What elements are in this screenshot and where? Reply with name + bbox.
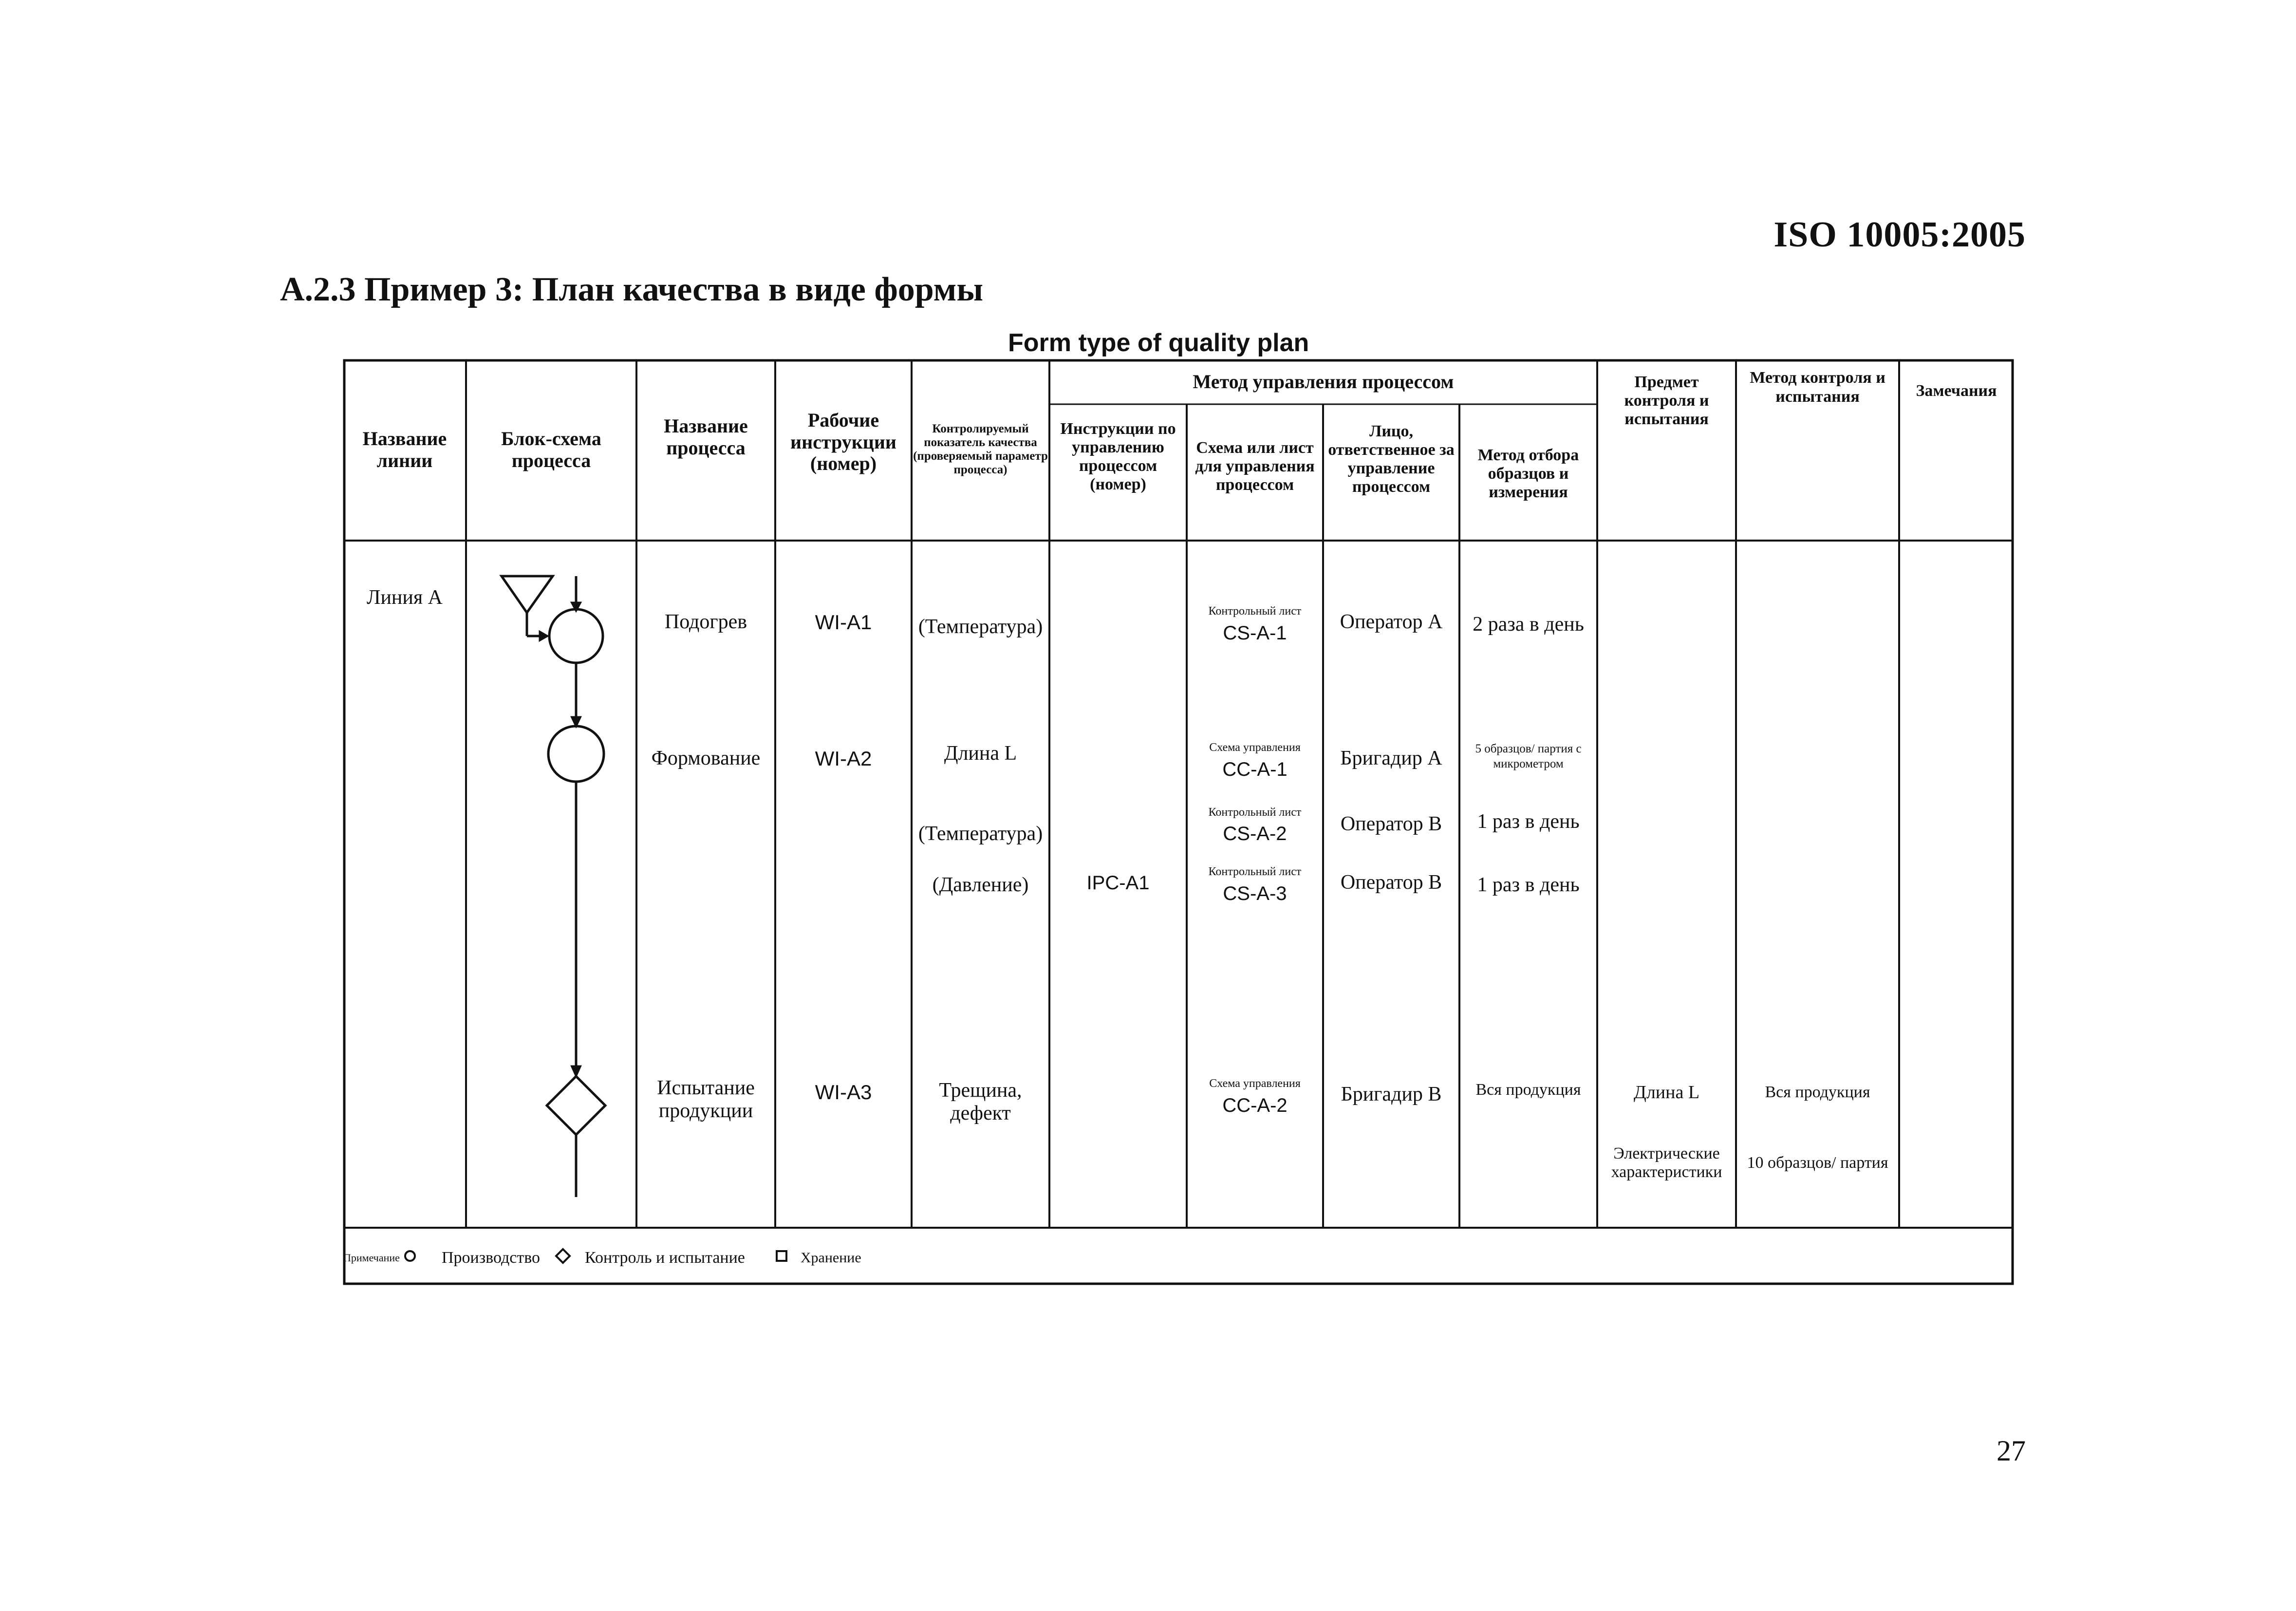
col-header-remarks: Замечания: [1916, 381, 1997, 400]
row1-person: Оператор A: [1340, 611, 1443, 634]
row3-sampling: 1 раз в день: [1477, 810, 1580, 833]
row2-param: Длина L: [944, 742, 1017, 765]
production-circle-icon-1: [549, 609, 603, 663]
line-name: Линия А: [366, 586, 443, 609]
row1-process: Подогрев: [664, 611, 747, 634]
col-header-process: Название процесса: [664, 415, 748, 459]
col-header-chart: Схема или лист для управления процессом: [1195, 438, 1315, 494]
row5-chart-label: Схема управления: [1209, 1077, 1301, 1090]
row4-chart-code: CS-A-3: [1223, 883, 1287, 905]
row2-process: Формование: [651, 747, 761, 770]
subject-item-2: Электрические характеристики: [1611, 1144, 1722, 1181]
col-header-wi: Рабочие инструкции (номер): [790, 409, 896, 475]
row1-chart-code: CS-A-1: [1223, 622, 1287, 644]
row5-sampling: Вся продукция: [1475, 1080, 1581, 1099]
ipc-value: IPC-A1: [1086, 872, 1150, 894]
standard-number: ISO 10005:2005: [1773, 215, 2026, 255]
row1-param: (Температура): [918, 616, 1043, 638]
row4-param: (Давление): [932, 874, 1029, 897]
row3-person: Оператор B: [1340, 813, 1442, 836]
process-flowchart: [502, 576, 605, 1197]
row2-sampling: 5 образцов/ партия с микрометром: [1475, 742, 1582, 770]
row5-wi: WI-A3: [815, 1081, 872, 1104]
test-method-item-2: 10 образцов/ партия: [1747, 1153, 1888, 1172]
row5-process: Испытание продукции: [657, 1076, 755, 1122]
col-header-person: Лицо, ответственное за управление процессом: [1328, 422, 1455, 496]
row1-sampling: 2 раза в день: [1473, 613, 1584, 636]
inspection-diamond-icon: [547, 1076, 605, 1135]
test-method-item-1: Вся продукция: [1765, 1083, 1870, 1101]
row3-chart-label: Контрольный лист: [1208, 806, 1302, 819]
section-heading: А.2.3 Пример 3: План качества в виде формы: [280, 271, 983, 308]
legend-row: [343, 1231, 2014, 1285]
col-header-sampling: Метод отбора образцов и измерения: [1477, 446, 1579, 502]
row5-param: Трещина, дефект: [939, 1079, 1022, 1124]
row2-person: Бригадир A: [1340, 747, 1442, 770]
col-header-test-method: Метод контроля и испытания: [1750, 369, 1885, 406]
row3-chart-code: CS-A-2: [1223, 823, 1287, 845]
row2-chart-label: Схема управления: [1209, 741, 1301, 754]
row5-person: Бригадир B: [1341, 1083, 1442, 1106]
table-caption-cut: Form type of quality plan: [1008, 329, 1309, 357]
col-header-param: Контролируемый показатель качества (проверяемый параметр процесса): [913, 422, 1048, 476]
legend-production: Производство: [441, 1249, 541, 1267]
legend-inspection: Контроль и испытание: [585, 1249, 745, 1267]
row4-sampling: 1 раз в день: [1477, 874, 1580, 897]
row2-wi: WI-A2: [815, 747, 872, 770]
col-group-method: Метод управления процессом: [1193, 370, 1454, 393]
row2-chart-code: CC-A-1: [1222, 759, 1288, 781]
legend-storage: Хранение: [800, 1250, 861, 1266]
row1-chart-label: Контрольный лист: [1208, 605, 1302, 618]
col-header-ipc: Инструкции по управлению процессом (номер): [1060, 419, 1176, 494]
col-header-line: Название линии: [362, 428, 447, 471]
inspection-diamond-icon: [555, 1248, 571, 1269]
col-header-subject: Предмет контроля и испытания: [1624, 373, 1709, 429]
row1-wi: WI-A1: [815, 611, 872, 634]
page-number: 27: [1997, 1435, 2026, 1467]
production-circle-icon-2: [548, 726, 604, 782]
production-circle-icon: [403, 1249, 417, 1268]
row4-person: Оператор B: [1340, 871, 1442, 894]
row5-chart-code: CC-A-2: [1222, 1095, 1288, 1117]
subject-item-1: Длина L: [1633, 1082, 1700, 1103]
col-header-flow: Блок-схема процесса: [501, 428, 601, 471]
row4-chart-label: Контрольный лист: [1208, 865, 1302, 879]
storage-square-icon: [774, 1249, 789, 1268]
legend-note: Примечание: [343, 1252, 400, 1264]
row3-param: (Температура): [918, 823, 1043, 845]
storage-triangle-icon: [502, 576, 553, 613]
quality-plan-table: [343, 359, 2014, 1285]
